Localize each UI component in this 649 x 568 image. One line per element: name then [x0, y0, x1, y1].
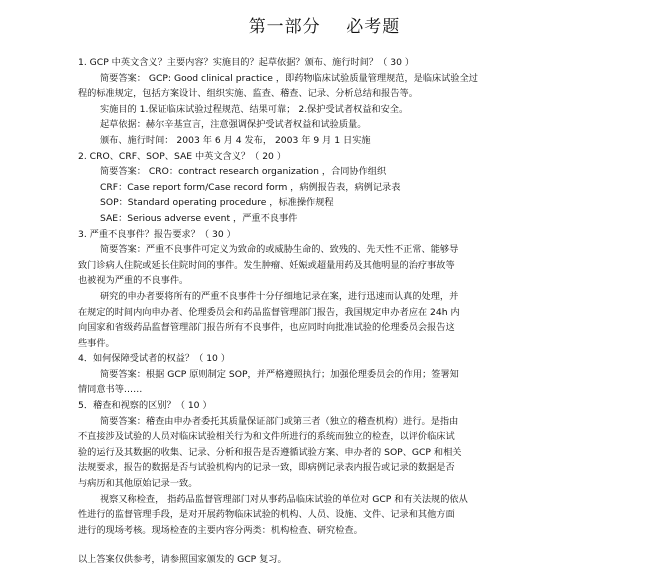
page-title-text: 第一部分 必考题	[248, 17, 401, 37]
text-line: 与病历和其他原始记录一致。	[78, 478, 198, 490]
page-title	[0, 12, 649, 37]
text-line: 也被视为严重的不良事件。	[78, 275, 189, 287]
text-line: 程的标准规定，包括方案设计、组织实施、监查、稽查、记录、分析总结和报告等。	[78, 88, 418, 100]
text-line: 起草依据：赫尔辛基宣言，注意强调保护受试者权益和试验质量。	[100, 119, 367, 131]
text-line: 在规定的时间内向申办者、伦理委员会和药品监督管理部门报告，我国规定申办者应在 24h 内	[78, 306, 460, 318]
document-body	[78, 55, 578, 568]
text-line: 2. CRO、CRF、SOP、SAE 中英文含义？（ 20 ）	[78, 150, 287, 162]
text-line: 视察又称检查， 指药品监督管理部门对从事药品临床试验的单位对 GCP 和有关法规的依从	[100, 493, 468, 505]
text-line: 颁布、施行时间： 2003 年 6 月 4 发布， 2003 年 9 月 1 日实施	[100, 134, 371, 146]
text-line: 研究的申办者要将所有的严重不良事件十分仔细地记录在案，进行迅速而认真的处理，并	[100, 290, 459, 302]
section-spacer	[78, 538, 578, 552]
text-line: 4．如何保障受试者的权益？（ 10 ）	[78, 353, 231, 365]
text-line: 5．稽查和视察的区别？（ 10 ）	[78, 400, 212, 412]
text-line: 验的运行及其数据的收集、记录、分析和报告是否遵循试验方案、申办者的 SOP、GCP 和相关	[78, 446, 462, 458]
text-line: 简要答案： GCP: Good clinical practice ，即药物临床试验质量管理规范，是临床试验全过	[100, 72, 478, 84]
text-line: 实施目的 1.保证临床试验过程规范、结果可靠； 2.保护受试者权益和安全。	[100, 103, 409, 115]
text-line: 简要答案：稽查由申办者委托其质量保证部门或第三者（独立的稽查机构）进行。是指由	[100, 415, 459, 427]
text-line: 情同意书等……	[78, 384, 143, 396]
text-line: 些事件。	[78, 337, 115, 349]
text-line: 不直接涉及试验的人员对临床试验相关行为和文件所进行的系统而独立的检查，以评价临床试	[78, 431, 455, 443]
text-line: 性进行的监督管理手段，是对开展药物临床试验的机构、人员、设施、文件、记录和其他方面	[78, 509, 455, 521]
text-line: 以上答案仅供参考，请参照国家颁发的 GCP 复习。	[78, 554, 287, 566]
text-line: 法规要求，报告的数据是否与试验机构内的记录一致，即病例记录表内报告或记录的数据是否	[78, 462, 455, 474]
text-line: SOP：Standard operating procedure ，标准操作规程	[100, 197, 334, 209]
text-line: 向国家和省级药品监督管理部门报告所有不良事件，也应同时向批准试验的伦理委员会报告这	[78, 322, 455, 334]
text-line: 致门诊病人住院或延长住院时间的事件。发生肿瘤、妊娠或超量用药及其他明显的治疗事故等	[78, 259, 455, 271]
text-line: 简要答案： CRO：contract research organization ，合同协作组织	[100, 166, 387, 178]
text-line: 进行的现场考核。现场检查的主要内容分两类：机构检查、研究检查。	[78, 524, 363, 536]
text-line: 3. 严重不良事件？报告要求？（ 30 ）	[78, 228, 236, 240]
text-line: 1. GCP 中英文含义？主要内容？实施目的？起草依据？颁布、施行时间？（ 30 ）	[78, 57, 415, 68]
text-line: 简要答案：根据 GCP 原则制定 SOP，并严格遵照执行；加强伦理委员会的作用；签署知	[100, 368, 459, 380]
text-line: CRF：Case report form/Case record form ，病例报告表，病例记录表	[100, 181, 401, 193]
text-line: SAE：Serious adverse event ，严重不良事件	[100, 212, 298, 224]
text-line: 简要答案：严重不良事件可定义为致命的或威胁生命的、致残的、先天性不正常、能够导	[100, 244, 459, 256]
